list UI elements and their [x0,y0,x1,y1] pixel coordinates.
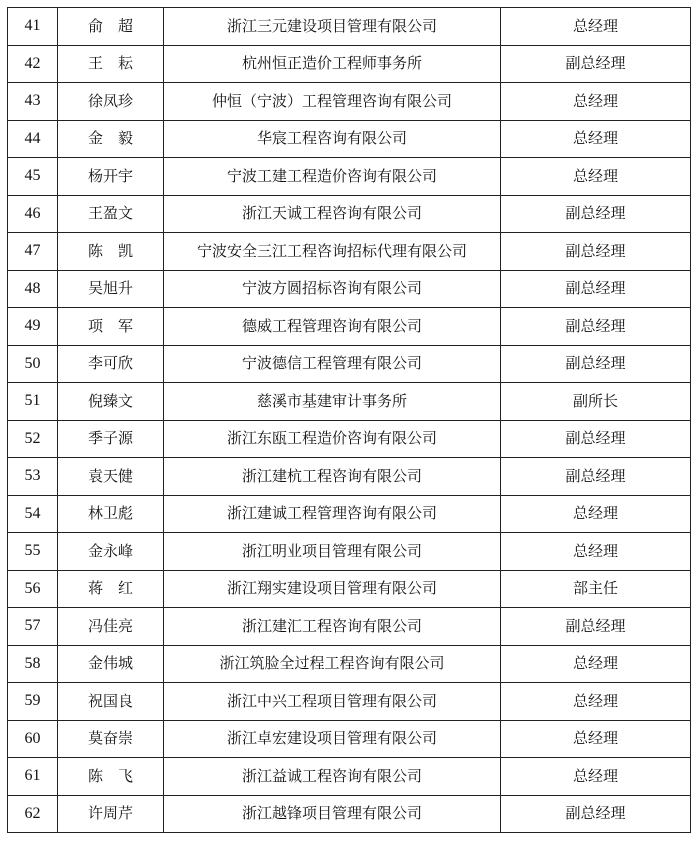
person-name: 徐凤珍 [58,83,164,121]
company-name: 浙江卓宏建设项目管理有限公司 [164,720,501,758]
table-row [8,645,691,683]
person-name: 俞 超 [58,8,164,46]
row-number: 41 [8,8,58,46]
row-number: 62 [8,795,58,833]
company-name: 浙江中兴工程项目管理有限公司 [164,683,501,721]
table-row [8,458,691,496]
company-name: 华宸工程咨询有限公司 [164,120,501,158]
row-number: 53 [8,458,58,496]
company-name: 浙江明业项目管理有限公司 [164,533,501,571]
job-title: 总经理 [501,720,691,758]
row-number: 55 [8,533,58,571]
person-name: 王 耘 [58,45,164,83]
job-title: 副所长 [501,383,691,421]
person-name: 陈 飞 [58,758,164,796]
table-row [8,533,691,571]
company-name: 浙江天诚工程咨询有限公司 [164,195,501,233]
table-row [8,8,691,46]
job-title: 总经理 [501,495,691,533]
person-name: 蒋 红 [58,570,164,608]
person-name: 杨开宇 [58,158,164,196]
table-row [8,720,691,758]
company-name: 宁波德信工程管理有限公司 [164,345,501,383]
job-title: 总经理 [501,83,691,121]
row-number: 60 [8,720,58,758]
table-row [8,420,691,458]
company-name: 杭州恒正造价工程师事务所 [164,45,501,83]
job-title: 副总经理 [501,795,691,833]
job-title: 总经理 [501,683,691,721]
table-row [8,45,691,83]
row-number: 59 [8,683,58,721]
row-number: 44 [8,120,58,158]
company-name: 慈溪市基建审计事务所 [164,383,501,421]
job-title: 部主任 [501,570,691,608]
row-number: 47 [8,233,58,271]
job-title: 总经理 [501,533,691,571]
company-name: 浙江越锋项目管理有限公司 [164,795,501,833]
company-name: 浙江建杭工程咨询有限公司 [164,458,501,496]
member-table [7,7,691,833]
member-table-body [8,8,691,833]
job-title: 副总经理 [501,345,691,383]
company-name: 浙江建诚工程管理咨询有限公司 [164,495,501,533]
company-name: 宁波方圆招标咨询有限公司 [164,270,501,308]
row-number: 42 [8,45,58,83]
row-number: 61 [8,758,58,796]
table-row [8,795,691,833]
company-name: 浙江三元建设项目管理有限公司 [164,8,501,46]
person-name: 王盈文 [58,195,164,233]
table-row [8,83,691,121]
company-name: 浙江翔实建设项目管理有限公司 [164,570,501,608]
person-name: 项 军 [58,308,164,346]
job-title: 副总经理 [501,270,691,308]
row-number: 46 [8,195,58,233]
row-number: 43 [8,83,58,121]
table-row [8,570,691,608]
person-name: 冯佳亮 [58,608,164,646]
row-number: 56 [8,570,58,608]
person-name: 吴旭升 [58,270,164,308]
table-row [8,608,691,646]
company-name: 宁波工建工程造价咨询有限公司 [164,158,501,196]
company-name: 德威工程管理咨询有限公司 [164,308,501,346]
table-row [8,270,691,308]
person-name: 祝国良 [58,683,164,721]
person-name: 金伟城 [58,645,164,683]
table-row [8,120,691,158]
row-number: 51 [8,383,58,421]
row-number: 52 [8,420,58,458]
row-number: 57 [8,608,58,646]
job-title: 副总经理 [501,45,691,83]
job-title: 总经理 [501,645,691,683]
person-name: 倪臻文 [58,383,164,421]
row-number: 49 [8,308,58,346]
person-name: 季子源 [58,420,164,458]
table-row [8,383,691,421]
job-title: 总经理 [501,158,691,196]
job-title: 副总经理 [501,608,691,646]
person-name: 金 毅 [58,120,164,158]
table-row [8,683,691,721]
company-name: 浙江益诚工程咨询有限公司 [164,758,501,796]
person-name: 金永峰 [58,533,164,571]
company-name: 浙江建汇工程咨询有限公司 [164,608,501,646]
person-name: 林卫彪 [58,495,164,533]
company-name: 仲恒（宁波）工程管理咨询有限公司 [164,83,501,121]
job-title: 总经理 [501,8,691,46]
person-name: 李可欣 [58,345,164,383]
table-row [8,233,691,271]
row-number: 50 [8,345,58,383]
table-row [8,308,691,346]
company-name: 浙江筑脸全过程工程咨询有限公司 [164,645,501,683]
row-number: 48 [8,270,58,308]
job-title: 副总经理 [501,458,691,496]
table-row [8,495,691,533]
table-row [8,345,691,383]
company-name: 宁波安全三江工程咨询招标代理有限公司 [164,233,501,271]
job-title: 副总经理 [501,195,691,233]
job-title: 副总经理 [501,308,691,346]
person-name: 陈 凯 [58,233,164,271]
table-row [8,158,691,196]
job-title: 总经理 [501,758,691,796]
job-title: 总经理 [501,120,691,158]
table-row [8,758,691,796]
person-name: 许周芹 [58,795,164,833]
row-number: 45 [8,158,58,196]
row-number: 54 [8,495,58,533]
job-title: 副总经理 [501,233,691,271]
person-name: 莫奋崇 [58,720,164,758]
job-title: 副总经理 [501,420,691,458]
company-name: 浙江东瓯工程造价咨询有限公司 [164,420,501,458]
table-row [8,195,691,233]
person-name: 袁天健 [58,458,164,496]
row-number: 58 [8,645,58,683]
